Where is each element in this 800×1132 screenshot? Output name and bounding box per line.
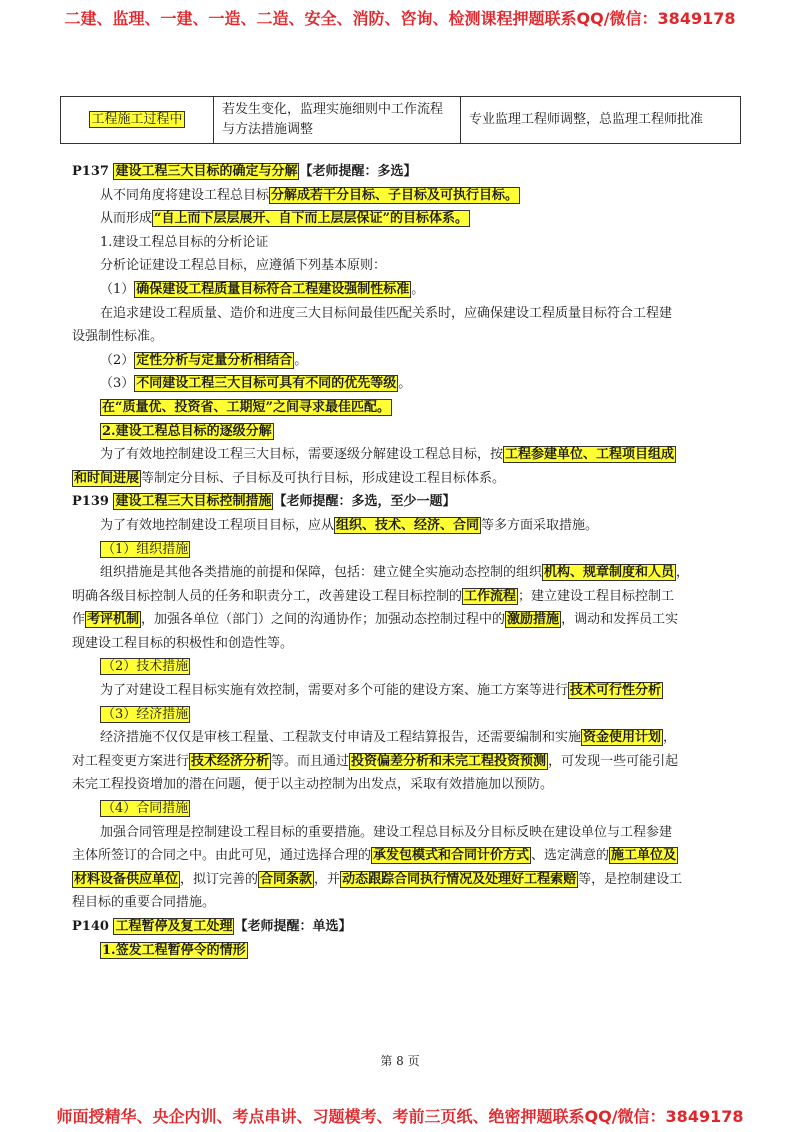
bottom-banner: 师面授精华、央企内训、考点串讲、习题模考、考前三页纸、绝密押题联系QQ/微信：3849178 [56,1107,744,1126]
highlight: 投资偏差分析和未完工程投资预测 [351,753,547,769]
paragraph [72,207,732,231]
paragraph [72,726,732,750]
text: 等制定分目标、子目标及可执行目标，形成建设工程目标体系。 [141,470,506,486]
text: 主体所签订的合同之中。由此可见，通过选择合理的 [72,848,372,864]
table-cell-stage [61,97,214,144]
paragraph: 设强制性标准。 [72,329,164,345]
text: 经济措施不仅仅是审核工程量、工程款支付申请及工程结算报告，还需要编制和实施 [100,730,582,746]
text: ， [676,565,690,581]
stage-highlight: 工程施工过程中 [91,112,183,127]
highlight: “自上而下层层展开、自下而上层层保证”的目标体系。 [154,211,468,227]
section-title: 建设工程三大目标控制措施 [115,494,272,510]
text: ，拟订完善的 [180,871,259,887]
highlight: 考评机制 [87,612,140,628]
highlight: 材料设备供应单位 [74,871,179,887]
section-p137-heading [72,160,732,184]
highlight: 技术可行性分析 [570,683,662,699]
paragraph [72,467,732,491]
highlight: 和时间进展 [74,470,140,486]
text: 为了有效地控制建设工程三大目标，需要逐级分解建设工程总目标，按 [100,447,504,463]
text: 从而形成 [100,211,153,227]
teacher-tip: 【老师提醒：多选，至少一题】 [273,494,456,510]
subheading [72,939,732,963]
highlight: 机构、规章制度和人员 [544,565,675,581]
measure-heading [72,655,732,679]
text: ，可发现一些可能引起 [548,753,679,769]
text: 。 [411,281,425,297]
text: 等，是控制建设工 [578,871,683,887]
paragraph [72,443,732,467]
subheading [72,420,732,444]
paragraph [72,561,732,585]
paragraph: 加强合同管理是控制建设工程目标的重要措施。建设工程总目标及分目标反映在建设单位与工程参建 [100,824,673,840]
paragraph [72,750,732,774]
text: （2） [100,352,135,368]
highlight: 技术经济分析 [191,753,270,769]
measure-heading [72,797,732,821]
measure-heading [72,538,732,562]
table-cell-change: 若发生变化，监理实施细则中工作流程与方法措施调整 [214,97,461,144]
text: 、选定满意的 [531,848,610,864]
text: 。 [398,376,412,392]
text: ， [663,730,677,746]
highlight: （1）组织措施 [102,541,189,557]
highlight: 动态跟踪合同执行情况及处理好工程索赔 [342,871,577,887]
main-content [72,160,732,962]
paragraph [72,184,732,208]
text: 为了有效地控制建设工程项目目标，应从 [100,517,335,533]
page-number: 第 8 页 [380,1054,420,1068]
text: 等多方面采取措施。 [481,517,599,533]
text: 。 [294,352,308,368]
teacher-tip: 【老师提醒：单选】 [234,919,352,934]
text: （3） [100,376,135,392]
highlight: （4）合同措施 [102,801,189,817]
section-p139-heading [72,490,732,514]
highlight: 工作流程 [464,588,517,604]
paragraph: 在追求建设工程质量、造价和进度三大目标间最佳匹配关系时，应确保建设工程质量目标符合工程建 [100,305,673,321]
page-ref: P139 [72,494,109,510]
text: （1） [100,281,135,297]
principle-2 [72,349,732,373]
highlight: 合同条款 [260,871,313,887]
text: ，调动和发挥员工实 [561,612,679,628]
paragraph: 分析论证建设工程总目标，应遵循下列基本原则： [100,258,387,274]
paragraph [72,514,732,538]
paragraph [72,608,732,632]
highlight: 激励措施 [507,612,560,628]
highlight: 组织、技术、经济、合同 [336,517,480,533]
principle-1 [72,278,732,302]
paragraph: 未完工程投资增加的潜在问题，便于以主动控制为出发点，采取有效措施加以预防。 [72,777,554,793]
highlight: 在“质量优、投资省、工期短”之间寻求最佳匹配。 [102,399,390,415]
text: 为了对建设工程目标实施有效控制，需要对多个可能的建设方案、施工方案等进行 [100,683,569,699]
paragraph [72,396,732,420]
text: 对工程变更方案进行 [72,753,190,769]
paragraph [72,868,732,892]
subheading: 1.建设工程总目标的分析论证 [100,234,269,250]
highlight: 确保建设工程质量目标符合工程建设强制性标准 [136,281,410,297]
paragraph [72,844,732,868]
section-title: 建设工程三大目标的确定与分解 [115,164,298,179]
measure-heading [72,703,732,727]
table-row [61,97,741,144]
highlight: （2）技术措施 [102,659,189,675]
page-ref: P137 [72,164,109,179]
highlight: 施工单位及 [611,848,677,864]
principle-3 [72,372,732,396]
highlight: 1.签发工程暂停令的情形 [102,942,246,958]
paragraph: 现建设工程目标的积极性和创造性等。 [72,635,294,651]
highlight: 不同建设工程三大目标可具有不同的优先等级 [136,376,397,392]
text: ；建立建设工程目标控制工 [518,588,675,604]
text: ，加强各单位（部门）之间的沟通协作；加强动态控制过程中的 [141,612,506,628]
highlight: 定性分析与定量分析相结合 [136,352,293,368]
section-title: 工程暂停及复工处理 [115,919,233,934]
text: 明确各级目标控制人员的任务和职责分工，改善建设工程目标控制的 [72,588,463,604]
text: 从不同角度将建设工程总目标 [100,187,270,203]
text: ，并 [314,871,341,887]
paragraph [72,585,732,609]
highlight: 2.建设工程总目标的逐级分解 [102,423,272,439]
highlight: 承发包模式和合同计价方式 [373,848,530,864]
paragraph [72,679,732,703]
paragraph: 程目标的重要合同措施。 [72,895,216,911]
table-cell-approval: 专业监理工程师调整，总监理工程师批准 [461,97,741,144]
text: 组织措施是其他各类措施的前提和保障，包括：建立健全实施动态控制的组织 [100,565,543,581]
highlight: 资金使用计划 [583,730,662,746]
text: 等。而且通过 [271,753,350,769]
top-banner: 二建、监理、一建、一造、二造、安全、消防、咨询、检测课程押题联系QQ/微信：3849178 [64,9,736,28]
workflow-table [60,96,741,144]
text: 作 [72,612,86,628]
page-ref: P140 [72,919,109,934]
section-p140-heading [72,915,732,939]
teacher-tip: 【老师提醒：多选】 [299,164,417,179]
highlight: 工程参建单位、工程项目组成 [505,447,675,463]
highlight: 分解成若干分目标、子目标及可执行目标。 [271,187,519,203]
highlight: （3）经济措施 [102,706,189,722]
